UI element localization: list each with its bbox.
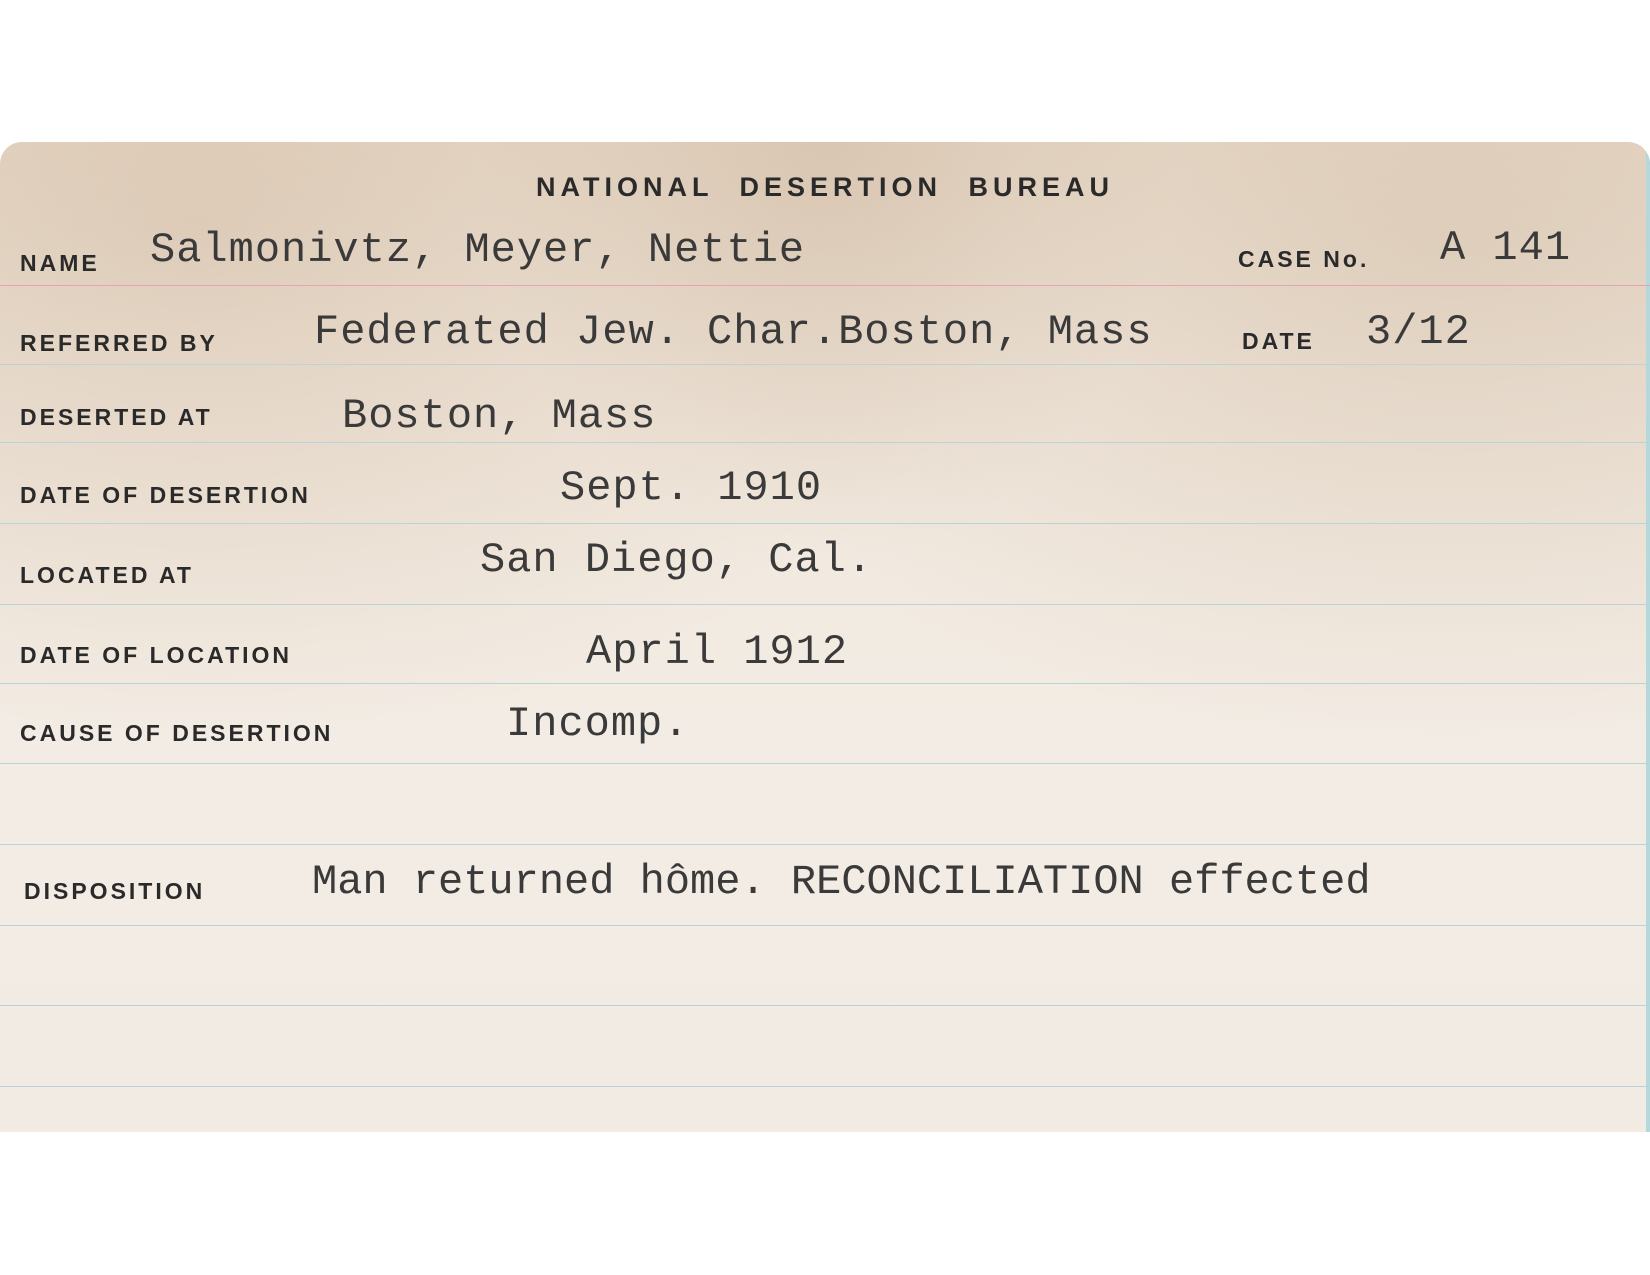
name-label: NAME xyxy=(20,250,100,276)
deserted-at-label: DESERTED AT xyxy=(20,404,213,430)
date-of-desertion-label: DATE OF DESERTION xyxy=(20,482,311,508)
date-of-location-value: April 1912 xyxy=(586,628,849,676)
date-of-location-label: DATE OF LOCATION xyxy=(20,642,293,668)
disposition-value: Man returned hôme. RECONCILIATION effected xyxy=(312,858,1371,906)
ruled-line xyxy=(0,442,1650,443)
ruled-line xyxy=(0,523,1650,524)
ruled-line xyxy=(0,604,1650,605)
ruled-line xyxy=(0,763,1650,764)
located-at-label: LOCATED AT xyxy=(20,562,194,588)
referred-by-value: Federated Jew. Char.Boston, Mass xyxy=(314,308,1153,356)
date-of-desertion-value: Sept. 1910 xyxy=(560,464,823,512)
located-at-value: San Diego, Cal. xyxy=(480,536,874,584)
header-rule xyxy=(0,285,1650,286)
card-title: NATIONAL DESERTION BUREAU xyxy=(535,172,1114,202)
case-no-value: A 141 xyxy=(1440,224,1572,272)
disposition-label: DISPOSITION xyxy=(24,878,206,904)
cause-of-desertion-value: Incomp. xyxy=(506,700,690,748)
card-edge xyxy=(1646,142,1650,1132)
deserted-at-value: Boston, Mass xyxy=(342,392,657,440)
ruled-line xyxy=(0,925,1650,926)
date-value: 3/12 xyxy=(1366,308,1471,356)
ruled-line xyxy=(0,1086,1650,1087)
name-value: Salmonivtz, Meyer, Nettie xyxy=(150,226,806,274)
index-card xyxy=(0,142,1650,1132)
ruled-line xyxy=(0,364,1650,365)
case-no-label: CASE No. xyxy=(1238,246,1370,272)
ruled-line xyxy=(0,1005,1650,1006)
ruled-line xyxy=(0,844,1650,845)
cause-of-desertion-label: CAUSE OF DESERTION xyxy=(20,720,334,746)
referred-by-label: REFERRED BY xyxy=(20,330,218,356)
date-label: DATE xyxy=(1242,328,1315,354)
ruled-line xyxy=(0,683,1650,684)
